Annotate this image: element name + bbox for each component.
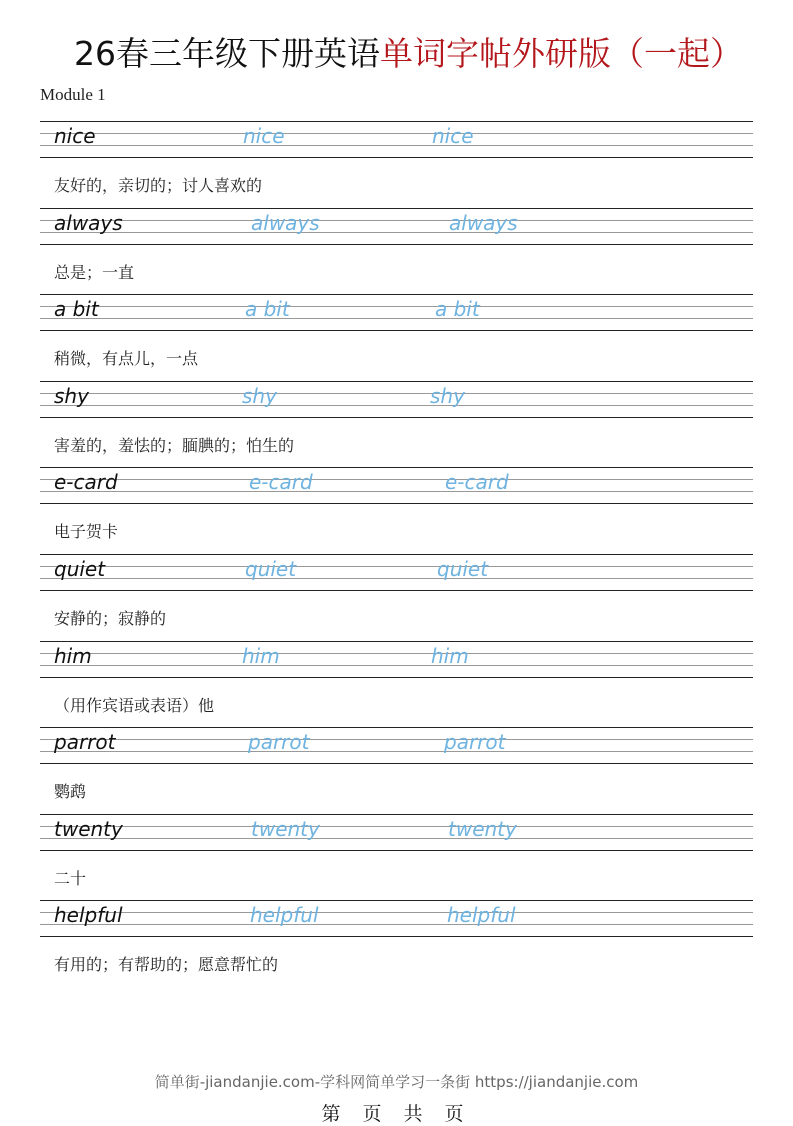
word-model: nice [54, 124, 96, 148]
guide-line [40, 121, 753, 122]
word-trace: nice [432, 124, 474, 148]
word-trace: quiet [437, 557, 489, 581]
guide-line [40, 133, 753, 134]
word-meaning: 稍微，有点儿，一点 [54, 349, 199, 369]
guide-line [40, 467, 753, 468]
word-trace: him [242, 643, 280, 668]
guide-line [40, 393, 753, 394]
writing-row [40, 294, 753, 330]
word-trace: parrot [444, 730, 506, 755]
word-trace: a bit [435, 297, 480, 322]
word-meaning: （用作宾语或表语）他 [54, 695, 215, 715]
guide-line [40, 294, 753, 295]
guide-line [40, 208, 753, 209]
guide-line [40, 220, 753, 221]
module-label: Module 1 [40, 85, 106, 104]
word-trace: e-card [445, 470, 509, 495]
word-trace: nice [243, 124, 285, 148]
word-trace: a bit [245, 297, 290, 322]
guide-line [40, 318, 753, 319]
word-trace: helpful [447, 903, 516, 928]
writing-row [40, 467, 753, 503]
word-trace: twenty [251, 816, 320, 841]
word-trace: always [251, 210, 320, 235]
word-model: twenty [54, 816, 123, 841]
word-model: quiet [54, 557, 106, 581]
word-meaning: 总是；一直 [54, 262, 135, 282]
guide-line [40, 491, 753, 492]
word-meaning: 二十 [54, 868, 87, 888]
guide-line [40, 503, 753, 504]
guide-line [40, 677, 753, 678]
word-trace: shy [242, 383, 277, 408]
writing-row [40, 641, 753, 677]
word-model: parrot [54, 730, 116, 755]
word-model: helpful [54, 903, 123, 928]
word-meaning: 友好的，亲切的；讨人喜欢的 [54, 176, 263, 195]
word-model: shy [54, 383, 89, 408]
word-trace: shy [430, 383, 465, 408]
writing-row [40, 208, 753, 244]
guide-line [40, 330, 753, 331]
guide-line [40, 936, 753, 937]
guide-line [40, 763, 753, 764]
word-meaning: 电子贺卡 [54, 522, 119, 542]
guide-line [40, 578, 753, 579]
guide-line [40, 145, 753, 146]
guide-line [40, 417, 753, 418]
guide-line [40, 727, 753, 728]
page-number: 第 页 共 页 [321, 1103, 472, 1125]
word-model: a bit [54, 297, 99, 322]
guide-line [40, 405, 753, 406]
writing-row [40, 900, 753, 936]
page-title [0, 28, 793, 75]
guide-line [40, 739, 753, 740]
guide-line [40, 157, 753, 158]
footer-source: 简单街-jiandanjie.com-学科网简单学习一条街 https://jiandanjie.com [154, 1073, 639, 1091]
guide-line [40, 826, 753, 827]
guide-line [40, 381, 753, 382]
guide-line [40, 924, 753, 925]
guide-line [40, 244, 753, 245]
writing-row [40, 814, 753, 850]
word-trace: twenty [448, 816, 517, 841]
guide-line [40, 232, 753, 233]
writing-row [40, 121, 753, 157]
word-meaning: 害羞的，羞怯的；腼腆的；怕生的 [54, 435, 295, 455]
guide-line [40, 665, 753, 666]
word-trace: him [431, 643, 469, 668]
writing-row [40, 381, 753, 417]
guide-line [40, 900, 753, 901]
word-trace: helpful [250, 903, 319, 928]
guide-line [40, 590, 753, 591]
guide-line [40, 566, 753, 567]
word-meaning: 有用的；有帮助的；愿意帮忙的 [54, 955, 279, 975]
word-trace: parrot [248, 730, 310, 755]
word-trace: quiet [245, 557, 297, 581]
word-meaning: 鹦鹉 [54, 782, 87, 802]
word-trace: always [449, 210, 518, 235]
title-red: 单词字帖外研版（一起） [380, 34, 743, 73]
guide-line [40, 479, 753, 480]
word-model: him [54, 643, 92, 668]
guide-line [40, 850, 753, 851]
writing-row [40, 554, 753, 590]
guide-line [40, 641, 753, 642]
guide-line [40, 306, 753, 307]
guide-line [40, 751, 753, 752]
guide-line [40, 838, 753, 839]
writing-row [40, 727, 753, 763]
guide-line [40, 653, 753, 654]
word-model: e-card [54, 470, 118, 495]
guide-line [40, 814, 753, 815]
guide-line [40, 912, 753, 913]
word-meaning: 安静的；寂静的 [54, 609, 167, 628]
title-black: 26春三年级下册英语 [74, 34, 380, 73]
guide-line [40, 554, 753, 555]
word-model: always [54, 210, 123, 235]
word-trace: e-card [249, 470, 313, 495]
